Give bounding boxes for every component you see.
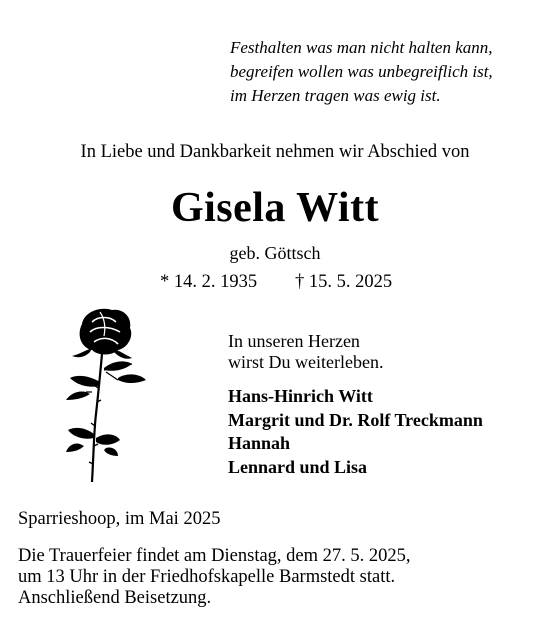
mourner-name: Lennard und Lisa bbox=[228, 456, 368, 477]
poem-line: begreifen wollen was unbegreiflich ist, bbox=[230, 62, 493, 81]
service-line: Die Trauerfeier findet am Dienstag, dem 27. 5. 2025, bbox=[18, 546, 411, 566]
poem bbox=[230, 36, 493, 108]
deceased-name: Gisela Witt bbox=[170, 185, 380, 231]
mourners-list bbox=[228, 385, 483, 479]
motto-line: wirst Du weiterleben. bbox=[228, 352, 384, 372]
birth-date: * 14. 2. 1935 bbox=[160, 272, 258, 292]
motto-line: In unseren Herzen bbox=[228, 331, 360, 351]
death-date: † 15. 5. 2025 bbox=[295, 272, 393, 292]
mourner-name: Hans-Hinrich Witt bbox=[228, 386, 373, 406]
service-line: Anschließend Beisetzung. bbox=[18, 588, 212, 608]
poem-line: im Herzen tragen was ewig ist. bbox=[230, 86, 441, 105]
place-date: Sparrieshoop, im Mai 2025 bbox=[18, 509, 221, 529]
intro-text: In Liebe und Dankbarkeit nehmen wir Abschied von bbox=[80, 142, 470, 162]
rose-icon bbox=[62, 306, 152, 484]
service-line: um 13 Uhr in der Friedhofskapelle Barmstedt statt. bbox=[18, 567, 396, 587]
motto bbox=[228, 331, 383, 373]
poem-line: Festhalten was man nicht halten kann, bbox=[230, 38, 493, 57]
service-info bbox=[18, 546, 411, 609]
mourner-name: Hannah bbox=[228, 433, 291, 453]
maiden-name: geb. Göttsch bbox=[229, 243, 321, 263]
mourner-name: Margrit und Dr. Rolf Treckmann bbox=[228, 409, 483, 430]
